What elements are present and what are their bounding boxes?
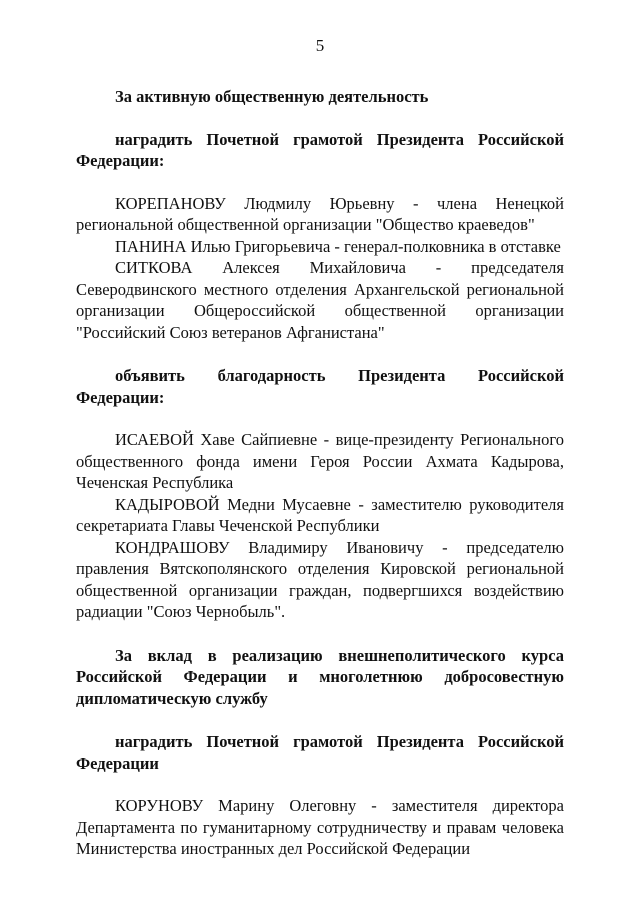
- award-item: КОРЕПАНОВУ Людмилу Юрьевну - члена Ненецкой региональной общественной организации "Общество краеведов": [76, 193, 564, 234]
- section-title: За активную общественную деятельность: [115, 87, 429, 106]
- thanks-item: КАДЫРОВОЙ Медни Мусаевне - заместителю руководителя секретариата Главы Чеченской Республики: [76, 494, 564, 535]
- award-heading: наградить Почетной грамотой Президента Российской Федерации:: [76, 129, 564, 170]
- award-item: КОРУНОВУ Марину Олеговну - заместителя директора Департамента по гуманитарному сотрудничеству и правам человека Министерства иностранных дел Российской Федерации: [76, 796, 564, 858]
- section-title: За вклад в реализацию внешнеполитического курса Российской Федерации и многолетнюю добросовестную дипломатическую службу: [76, 645, 564, 708]
- award-item: СИТКОВА Алексея Михайловича - председателя Северодвинского местного отделения Архангельской региональной организации Общероссийской общественной организации "Российский Союз ветеранов Афганистана": [76, 258, 564, 342]
- award-heading: наградить Почетной грамотой Президента Российской Федерации: [76, 732, 564, 773]
- award-item: ПАНИНА Илью Григорьевича - генерал-полковника в отставке: [115, 236, 561, 256]
- thanks-item: КОНДРАШОВУ Владимиру Ивановичу - председателю правления Вятскополянского отделения Кировской региональной общественной организации граждан, подвергшихся воздействию радиации "Союз Чернобыль".: [76, 537, 564, 621]
- thanks-item: ИСАЕВОЙ Хаве Сайпиевне - вице-президенту Регионального общественного фонда имени Героя России Ахмата Кадырова, Чеченская Республика: [76, 430, 564, 492]
- page-number: 5: [315, 36, 325, 55]
- thanks-heading: объявить благодарность Президента Российской Федерации:: [76, 366, 564, 407]
- document-body: [76, 86, 564, 860]
